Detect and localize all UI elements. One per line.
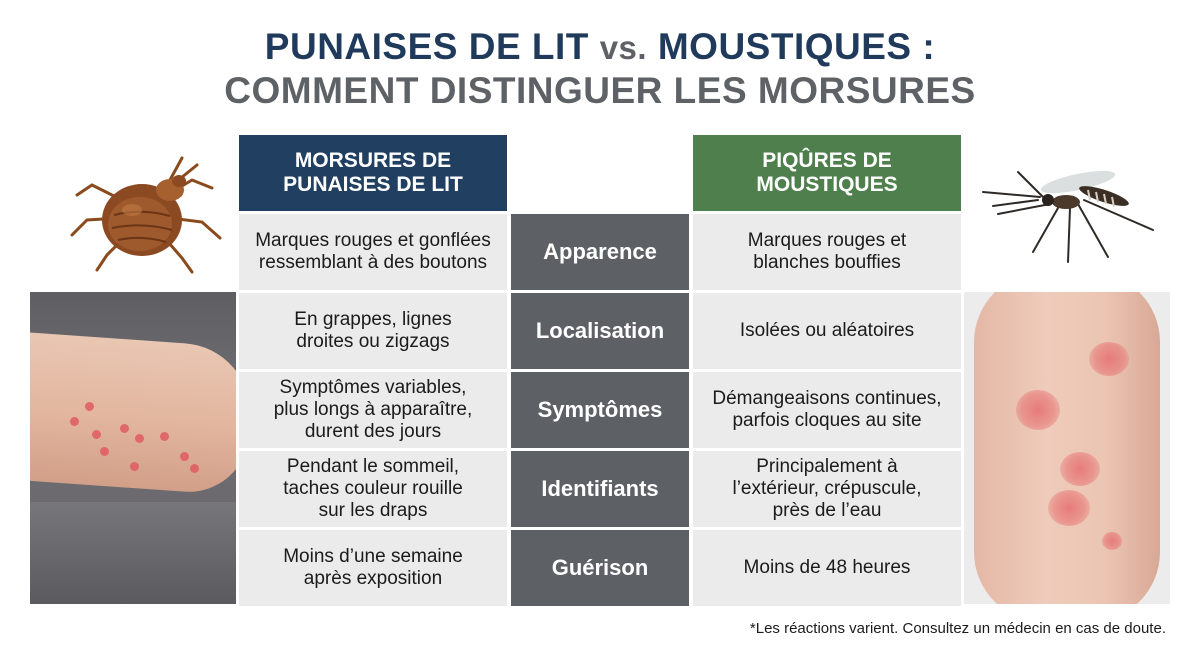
header-bedbug-bites: MORSURES DE PUNAISES DE LIT [239, 135, 507, 211]
label-identifiers: Identifiants [511, 451, 689, 527]
header-mosquito-bites: PIQÛRES DE MOUSTIQUES [693, 135, 961, 211]
mosquito-identifiers: Principalement à l’extérieur, crépuscule, près de l’eau [693, 451, 961, 527]
title-vs: vs. [599, 29, 648, 66]
title-mosquitoes: MOUSTIQUES : [657, 26, 936, 67]
mosquito-healing: Moins de 48 heures [693, 530, 961, 606]
bedbug-identifiers: Pendant le sommeil, taches couleur rouille sur les draps [239, 451, 507, 527]
mosquito-symptoms: Démangeaisons continues, parfois cloques au site [693, 372, 961, 448]
label-healing: Guérison [511, 530, 689, 606]
footnote: *Les réactions varient. Consultez un médecin en cas de doute. [749, 620, 1166, 637]
page-subtitle: COMMENT DISTINGUER LES MORSURES [224, 70, 976, 111]
bedbug-appearance: Marques rouges et gonflées ressemblant à des boutons [239, 214, 507, 290]
row-appearance [0, 214, 1200, 290]
row-location [0, 293, 1200, 369]
row-identifiers [0, 451, 1200, 527]
page-title [0, 26, 1200, 68]
row-healing [0, 530, 1200, 606]
mosquito-appearance: Marques rouges et blanches bouffies [693, 214, 961, 290]
label-appearance: Apparence [511, 214, 689, 290]
label-location: Localisation [511, 293, 689, 369]
title-bedbugs: PUNAISES DE LIT [264, 26, 589, 67]
bedbug-symptoms: Symptômes variables, plus longs à apparaître, durent des jours [239, 372, 507, 448]
bedbug-location: En grappes, lignes droites ou zigzags [239, 293, 507, 369]
bedbug-healing: Moins d’une semaine après exposition [239, 530, 507, 606]
label-symptoms: Symptômes [511, 372, 689, 448]
mosquito-location: Isolées ou aléatoires [693, 293, 961, 369]
row-symptoms [0, 372, 1200, 448]
